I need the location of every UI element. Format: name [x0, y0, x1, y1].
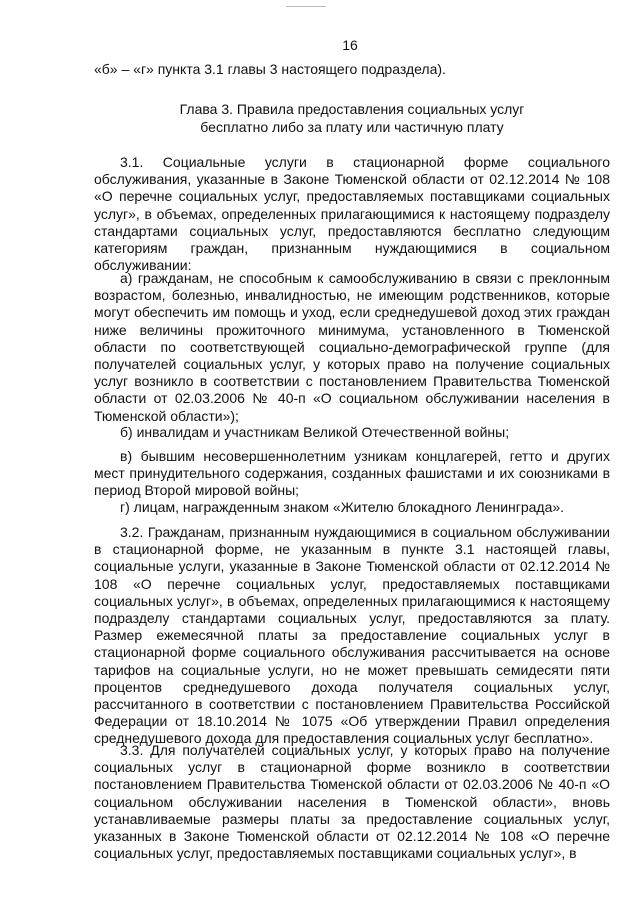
paragraph-3-1-b: б) инвалидам и участникам Великой Отечественной войны;	[120, 424, 510, 440]
paragraph-3-2: 3.2. Гражданам, признанным нуждающимися в социальном обслуживании в стационарной форме, не указанным в пункте 3.1 настоящей главы, социальные услуги, указанные в Законе Тюменской области от 02.12.2014 № 108 «О перечне социальных услуг, предоставляемых поставщиками социальных услуг», в объемах, определенных прилагающимися к настоящему подразделу стандартами социальных услуг, предоставляются за плату. Размер ежемесячной платы за предоставление социальных услуг в стационарной форме социального обслуживания рассчитывается на основе тарифов на социальные услуги, но не может превышать семидесяти пяти процентов среднедушевого дохода получателя социальных услуг, рассчитанного в соответствии с постановлением Правительства Российской Федерации от 18.10.2014 № 1075 «Об утверждении Правил определения среднедушевого дохода для предоставления социальных услуг бесплатно».	[94, 524, 610, 747]
paragraph-3-1-g: г) лицам, награжденным знаком «Жителю блокадного Ленинграда».	[120, 499, 565, 515]
chapter-title-line-1: Глава 3. Правила предоставления социальных услуг	[179, 101, 525, 117]
chapter-title	[94, 100, 610, 136]
continuation-text: «б» – «г» пункта 3.1 главы 3 настоящего подраздела).	[94, 61, 446, 77]
page-number: 16	[342, 37, 358, 53]
paragraph-3-3: 3.3. Для получателей социальных услуг, у которых право на получение социальных услуг в стационарной форме возникло в соответствии постановлением Правительства Тюменской области от 02.03.2006 № 40-п «О социальном обслуживании населения в Тюменской области», вновь устанавливаемые размеры платы за предоставление социальных услуг, указанных в Законе Тюменской области от 02.12.2014 № 108 «О перечне социальных услуг, предоставляемых поставщиками социальных услуг», в	[94, 742, 610, 862]
scan-artifact	[286, 6, 326, 7]
paragraph-3-1-v: в) бывшим несовершеннолетним узникам концлагерей, гетто и других мест принудительного содержания, созданных фашистами и их союзниками в период Второй мировой войны;	[94, 448, 610, 499]
paragraph-3-1: 3.1. Социальные услуги в стационарной форме социального обслуживания, указанные в Законе Тюменской области от 02.12.2014 № 108 «О перечне социальных услуг, предоставляемых поставщиками социальных услуг», в объемах, определенных прилагающимися к настоящему подразделу стандартами социальных услуг, предоставляются бесплатно следующим категориям граждан, признанным нуждающимися в социальном обслуживании:	[94, 154, 610, 274]
paragraph-3-1-a: а) гражданам, не способным к самообслуживанию в связи с преклонным возрастом, болезнью, инвалидностью, не имеющим родственников, которые могут обеспечить им помощь и уход, если среднедушевой доход этих граждан ниже величины прожиточного минимума, установленного в Тюменской области по соответствующей социально-демографической группе (для получателей социальных услуг, у которых право на получение социальных услуг возникло в соответствии с постановлением Правительства Тюменской области от 02.03.2006 № 40-п «О социальном обслуживании населения в Тюменской области»);	[94, 270, 610, 424]
chapter-title-line-2: бесплатно либо за плату или частичную плату	[200, 119, 504, 135]
